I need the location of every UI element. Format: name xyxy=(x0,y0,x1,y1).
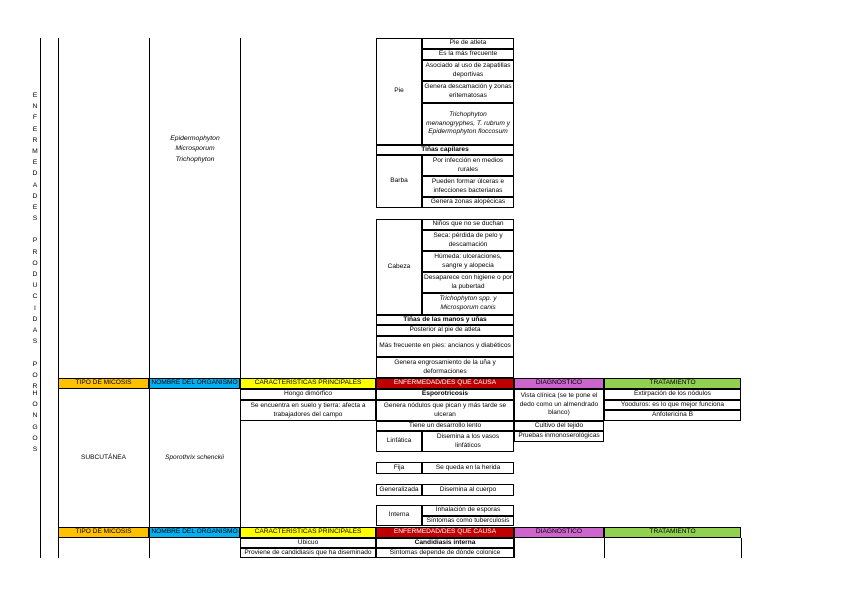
side-letter: E xyxy=(32,159,38,167)
caracteristica-item: Se encuentra en suelo y tierra: afecta a trabajadores del campo xyxy=(240,400,376,421)
organism-name: Microsporum xyxy=(175,145,215,153)
caracteristica-item: Proviene de candidiasis que ha diseminado xyxy=(240,548,376,558)
cabeza-item: Seca: pérdida de pelo y descamación xyxy=(422,230,514,251)
tratamiento-item: Yooduros: es lo que mejor funciona xyxy=(604,400,741,410)
organism-value: Sporothrix schenckii xyxy=(164,453,224,461)
side-letter: H xyxy=(32,390,38,397)
side-letter: M xyxy=(32,147,38,155)
side-label-bottom xyxy=(30,388,40,455)
cabeza-item: Niños que no se duchan xyxy=(422,219,514,230)
side-letter: C xyxy=(32,293,38,301)
cabeza-label: Cabeza xyxy=(376,219,422,315)
pie-item: Pie de atleta xyxy=(422,38,514,49)
interna-item: Síntomas como tuberculosis xyxy=(422,516,514,526)
diagnostico-item: Vista clínica (se te pone el dedo como un almendrado blanco) xyxy=(514,389,604,421)
pie-item: Trichophyton menanogryphes, T. rubrum y Epidermophyton floccosum xyxy=(422,103,514,145)
enfermedad-title: Candidiasis interna xyxy=(376,538,514,548)
grid-line xyxy=(240,38,241,558)
header-enfermedad: ENFERMEDAD/DES QUE CAUSA xyxy=(376,378,514,389)
side-letter: D xyxy=(32,315,38,323)
caracteristica-item: Ubicuo xyxy=(240,538,376,548)
enfermedad-item: Genera nódulos que pican y más tarde se ulceran xyxy=(376,400,514,421)
interna-label: Interna xyxy=(376,505,422,526)
side-letter: I xyxy=(34,304,36,312)
pie-label: Pie xyxy=(376,38,422,145)
manos-item: Genera engrosamiento de la uña y deformaciones xyxy=(376,357,514,378)
tinas-capilares-title: Tiñas capilares xyxy=(376,145,514,155)
cabeza-item: Trichophyton spp. y Microsporum canis xyxy=(422,293,514,315)
side-letter: S xyxy=(32,445,38,453)
linfatica-text: Disemina a los vasos linfáticos xyxy=(422,431,514,452)
side-letter xyxy=(30,224,40,235)
side-letter: D xyxy=(32,192,38,200)
side-letter: S xyxy=(32,338,38,346)
side-letter: P xyxy=(32,360,38,368)
header-tipo: TIPO DE MICOSIS xyxy=(58,378,149,389)
side-letter: A xyxy=(32,181,38,189)
side-letter: O xyxy=(32,434,38,442)
side-letter xyxy=(30,347,40,358)
side-letter: N xyxy=(32,103,38,111)
side-letter: O xyxy=(32,401,38,409)
organism-name: Epidermophyton xyxy=(170,135,220,142)
side-letter: N xyxy=(32,412,38,420)
side-letter: O xyxy=(32,259,38,267)
caracteristica-item: Hongo dimórfico xyxy=(240,389,376,400)
organism-list xyxy=(150,134,240,165)
barba-label: Barba xyxy=(376,155,422,208)
manos-item: Posterior al pie de atleta xyxy=(376,325,514,336)
header-nombre: NOMBRE DEL ORGANISMO xyxy=(149,378,240,389)
enfermedad-title: Esporotricosis xyxy=(376,389,514,400)
side-letter: E xyxy=(32,203,38,211)
grid-line xyxy=(149,38,150,558)
grid-line xyxy=(741,538,742,558)
side-label-top xyxy=(30,90,40,392)
diagnostico-item: Pruebas inmonoserológicas xyxy=(514,431,604,442)
side-letter: R xyxy=(32,136,38,144)
generalizada-text: Disemina al cuerpo xyxy=(422,484,514,496)
tinas-manos-title: Tiñas de las manos y uñas xyxy=(376,315,514,325)
pie-item: Genera descamación y zonas eritematosas xyxy=(422,81,514,103)
diagnostico-item: Cultivo del tejido xyxy=(514,421,604,431)
tratamiento-item: Extirpación de los nódulos xyxy=(604,389,741,400)
fija-text: Se queda en la herida xyxy=(422,462,514,474)
side-letter: E xyxy=(32,125,38,133)
tratamiento-item: Anfotericina B xyxy=(604,410,741,421)
generalizada-label: Generalizada xyxy=(376,484,422,496)
barba-item: Por infección en medios rurales xyxy=(422,155,514,176)
pie-item: Es la más frecuente xyxy=(422,49,514,60)
barba-item: Genera zonas alopécicas xyxy=(422,197,514,208)
tipo-micosis-value: SUBCUTÁNEA xyxy=(80,453,127,461)
header-diagnostico: DIAGNÓSTICO xyxy=(514,378,604,389)
pie-item: Asociado al uso de zapatillas deportivas xyxy=(422,60,514,81)
side-letter: S xyxy=(32,215,38,223)
header-caracteristicas: CARACTERÍSTICAS PRINCIPALES xyxy=(240,378,376,389)
organism-name: Trichophyton xyxy=(175,155,215,163)
cabeza-item: Desaparece con higiene o por la pubertad xyxy=(422,272,514,293)
side-letter: A xyxy=(32,326,38,334)
header-tratamiento: TRATAMIENTO xyxy=(604,378,741,389)
side-letter: D xyxy=(32,170,38,178)
enfermedad-item: Tiene un desarrollo lento xyxy=(376,421,514,431)
side-letter: O xyxy=(32,371,38,379)
barba-item: Pueden formar úlceras e infecciones bacterianas xyxy=(422,176,514,197)
header-tipo: TIPO DE MICOSIS xyxy=(58,527,149,538)
fija-label: Fija xyxy=(376,462,422,474)
enfermedad-item: Síntomas depende de dónde colonice xyxy=(376,548,514,558)
cabeza-item: Húmeda: ulceraciones, sangre y alopecia xyxy=(422,251,514,272)
header-caracteristicas: CARACTERÍSTICAS PRINCIPALES xyxy=(240,527,376,538)
side-letter: R xyxy=(32,382,38,390)
header-tratamiento: TRATAMIENTO xyxy=(604,527,741,538)
grid-line xyxy=(514,538,515,558)
side-letter: F xyxy=(32,114,38,122)
side-letter: P xyxy=(32,237,38,245)
header-enfermedad: ENFERMEDAD/DES QUE CAUSA xyxy=(376,527,514,538)
grid-line xyxy=(604,538,605,558)
linfatica-label: Linfática xyxy=(376,431,422,452)
side-letter: D xyxy=(32,271,38,278)
interna-item: Inhalación de esporas xyxy=(422,505,514,516)
header-diagnostico: DIAGNÓSTICO xyxy=(514,527,604,538)
grid-line xyxy=(40,38,41,558)
side-letter: U xyxy=(32,282,38,290)
header-nombre: NOMBRE DEL ORGANISMO xyxy=(149,527,240,538)
side-letter: R xyxy=(32,248,38,256)
manos-item: Más frecuente en pies: ancianos y diabéticos xyxy=(376,336,514,357)
side-letter: E xyxy=(32,92,38,99)
side-letter: G xyxy=(32,423,38,431)
grid-line xyxy=(58,38,59,558)
